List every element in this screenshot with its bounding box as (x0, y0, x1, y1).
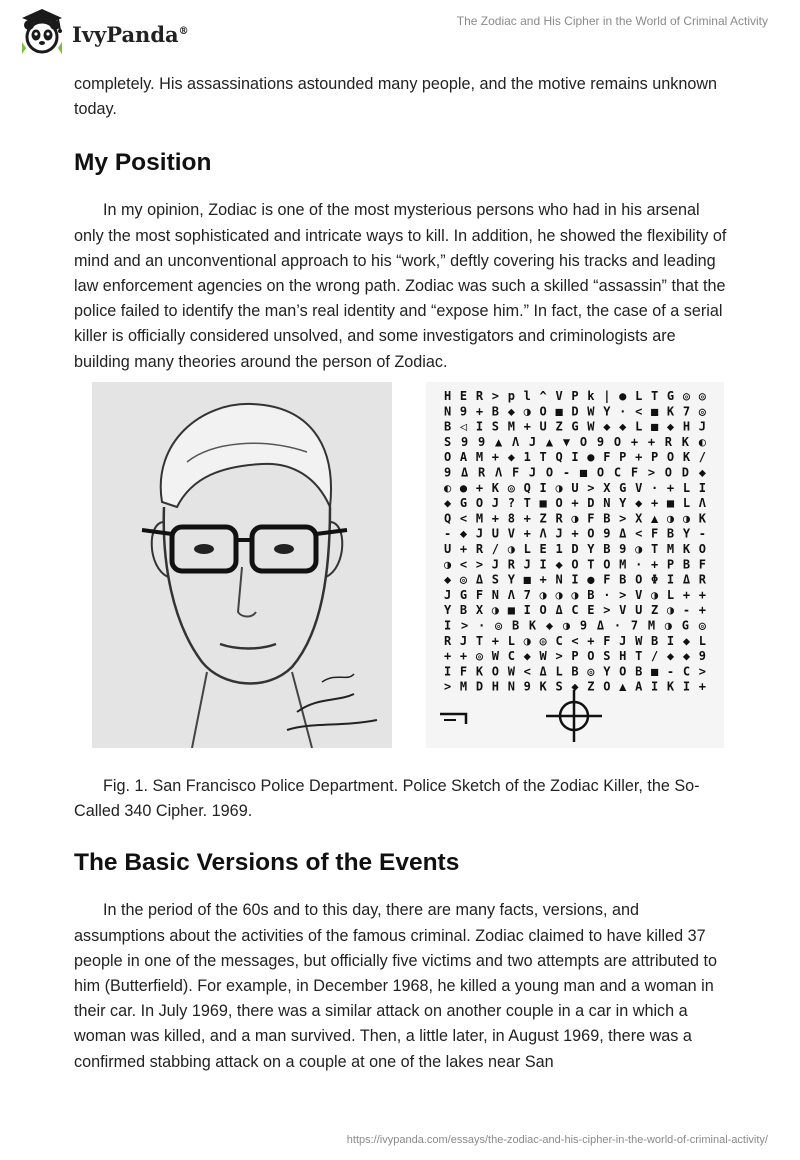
cipher-row: RJT+L◑◎C<+FJWBI◆L (444, 633, 706, 648)
cipher-row: Q<M+8+ZR◑FB>X▲◑◑K (444, 511, 706, 526)
ivypanda-logo[interactable] (16, 6, 189, 58)
cipher-row: IFKOW<ΔLB◎YOB■-C> (444, 664, 706, 679)
cipher-row: ◆◎ΔSY■+NI●FBOΦIΔR (444, 572, 706, 587)
cipher-row: 9ΔRΛFJO-■OCF>OD◆ (444, 465, 706, 480)
page-header (0, 0, 800, 68)
cipher-row: B◁ISM+UZGW◆◆L■◆HJ (444, 419, 706, 434)
essay-content-continued (74, 774, 730, 1075)
cipher-row: ◆GOJ?T■O+DNY◆+■LΛ (444, 496, 706, 511)
cipher-row: ++◎WC◆W>POSHT/◆◆9 (444, 649, 706, 664)
section-paragraph-my-position: In my opinion, Zodiac is one of the most mysterious persons who had in his arsenal only the most sophisticated and intricate ways to kill. In addition, he showed the flexibility of mind and an unconventional approach to his “work,” deftly covering his tracks and leading law enforcement agencies on the wrong path. Zodiac was such a skilled “assassin” that the police failed to identify the man’s real identity and “expose him.” In fact, the case of a serial killer is officially considered unsolved, and some investigators and criminologists are building many theories around the person of Zodiac. (74, 201, 727, 371)
essay-content (74, 72, 730, 375)
cipher-row: JGFNΛ7◑◑◑B·>V◑L++ (444, 587, 706, 602)
cipher-row: U+R/◑LE1DYB9◑TMKO (444, 542, 706, 556)
intro-paragraph: completely. His assassinations astounded many people, and the motive remains unknown today. (74, 75, 718, 119)
cipher-340-image (426, 382, 724, 748)
document-title: The Zodiac and His Cipher in the World of Criminal Activity (456, 14, 768, 28)
police-sketch-image (92, 382, 392, 748)
cipher-row: N9+B◆◑O■DWY·<■K7◎ (444, 404, 706, 419)
brand-name: IvyPanda® (72, 21, 189, 47)
cipher-row: ◐●+K◎QI◑U>XGV·+LI (444, 480, 706, 495)
figure (92, 382, 724, 750)
figure-caption: Fig. 1. San Francisco Police Department. Police Sketch of the Zodiac Killer, the So-Called 340 Cipher. 1969. (74, 777, 700, 821)
panda-graduate-icon (16, 6, 68, 58)
cipher-row: ◑<>JRJI◆OTOM·+PBF (444, 557, 706, 572)
section-heading-my-position: My Position (74, 149, 212, 177)
cipher-row: OAM+◆1TQI●FP+POK/ (444, 450, 706, 465)
cipher-row: S99▲ΛJ▲▼O9O++RK◐ (444, 434, 706, 449)
cipher-row: I>·◎BK◆◑9Δ·7M◑G◎ (444, 618, 706, 633)
cipher-grid (426, 382, 724, 748)
footer-source-url[interactable]: https://ivypanda.com/essays/the-zodiac-and-his-cipher-in-the-world-of-criminal-activity/ (346, 1134, 768, 1146)
cipher-row: >MDHN9KS◆ZO▲AIKI+ (444, 679, 706, 694)
cipher-row: HER>pl^VPk|●LTG◎◎ (444, 389, 706, 403)
cipher-row: YBX◑■IOΔCE>VUZ◑-+ (444, 603, 706, 618)
section-paragraph-basic-versions: In the period of the 60s and to this day, there are many facts, versions, and assumptions about the activities of the famous criminal. Zodiac claimed to have killed 37 people in one of the messages, but officially five victims and two attempts are attributed to him (Butterfield). For example, in December 1968, he killed a young man and a woman in their car. In July 1969, there was a similar attack on another couple in a car in which a woman was killed, and a man survived. Then, a little later, in August 1969, there was a confirmed stabbing attack on a couple at one of the lakes near San (74, 901, 718, 1071)
cipher-row: -◆JUV+ΛJ+O9Δ<FBY- (444, 526, 706, 541)
section-heading-basic-versions: The Basic Versions of the Events (74, 849, 460, 877)
